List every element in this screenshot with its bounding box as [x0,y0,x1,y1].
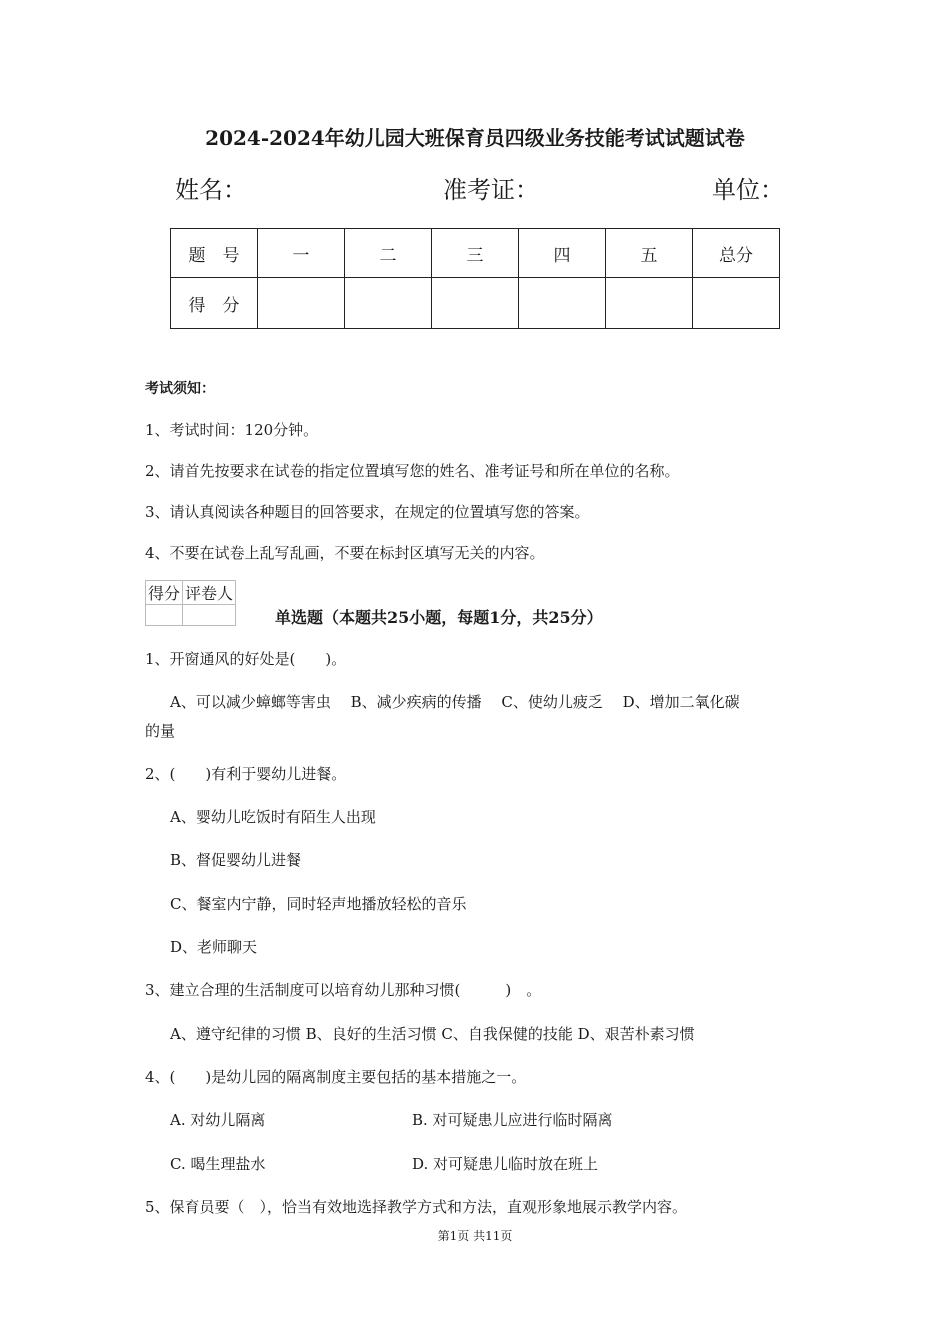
score-cell[interactable] [519,278,606,329]
score-table-header-row [171,229,780,278]
header-cell-total: 总分 [693,229,780,278]
header-cell-5: 五 [606,229,693,278]
header-cell-1: 一 [258,229,345,278]
question-5-stem: 5、保育员要（ ），恰当有效地选择教学方式和方法，直观形象地展示教学内容。 [145,1198,688,1216]
document-title: 2024-2024年幼儿园大班保育员四级业务技能考试试题试卷 [205,126,745,150]
unit-field-label: 单位： [712,176,784,204]
question-4-option-a: A. 对幼儿隔离 [170,1111,266,1129]
question-4-stem: 4、( )是幼儿园的隔离制度主要包括的基本措施之一。 [145,1068,527,1086]
question-2-stem: 2、( )有利于婴幼儿进餐。 [145,765,347,783]
question-3-options: A、遵守纪律的习惯 B、良好的生活习惯 C、自我保健的技能 D、艰苦朴素习惯 [170,1025,695,1043]
header-cell-4: 四 [519,229,606,278]
notice-item: 3、请认真阅读各种题目的回答要求，在规定的位置填写您的答案。 [145,503,590,521]
grader-box [145,580,236,626]
name-field-label: 姓名： [175,176,247,204]
question-4-option-c: C. 喝生理盐水 [170,1155,266,1173]
section-title: 单选题（本题共25小题，每题1分，共25分） [275,608,603,627]
grader-box-grader-cell[interactable] [183,605,236,626]
question-2-option-a: A、婴幼儿吃饭时有陌生人出现 [170,808,376,826]
score-cell[interactable] [258,278,345,329]
header-cell-2: 二 [345,229,432,278]
score-cell[interactable] [606,278,693,329]
score-cell[interactable] [693,278,780,329]
exam-number-field-label: 准考证： [443,176,539,204]
question-1-options: A、可以减少蟑螂等害虫 B、减少疾病的传播 C、使幼儿疲乏 D、增加二氧化碳 [170,693,740,711]
score-cell[interactable] [432,278,519,329]
notice-item: 4、不要在试卷上乱写乱画，不要在标封区填写无关的内容。 [145,544,545,562]
question-2-option-d: D、老师聊天 [170,938,258,956]
question-2-option-b: B、督促婴幼儿进餐 [170,851,302,869]
score-table [170,228,780,329]
header-cell-question-no: 题 号 [171,229,258,278]
page-footer: 第1页 共11页 [437,1229,513,1243]
question-3-stem: 3、建立合理的生活制度可以培育幼儿那种习惯( ) 。 [145,981,542,999]
score-table-score-row [171,278,780,329]
grader-box-score-cell[interactable] [146,605,183,626]
question-1-stem: 1、开窗通风的好处是( )。 [145,650,347,668]
grader-box-score-label: 得分 [146,581,183,605]
grader-box-grader-label: 评卷人 [183,581,236,605]
score-cell[interactable] [345,278,432,329]
notice-heading: 考试须知： [145,381,215,397]
notice-item: 1、考试时间：120分钟。 [145,421,319,439]
question-2-option-c: C、餐室内宁静，同时轻声地播放轻松的音乐 [170,895,467,913]
header-cell-3: 三 [432,229,519,278]
question-1-options-wrap: 的量 [145,722,176,740]
question-4-option-b: B. 对可疑患儿应进行临时隔离 [412,1111,613,1129]
score-row-label: 得 分 [171,278,258,329]
notice-item: 2、请首先按要求在试卷的指定位置填写您的姓名、准考证号和所在单位的名称。 [145,462,680,480]
question-4-option-d: D. 对可疑患儿临时放在班上 [412,1155,599,1173]
